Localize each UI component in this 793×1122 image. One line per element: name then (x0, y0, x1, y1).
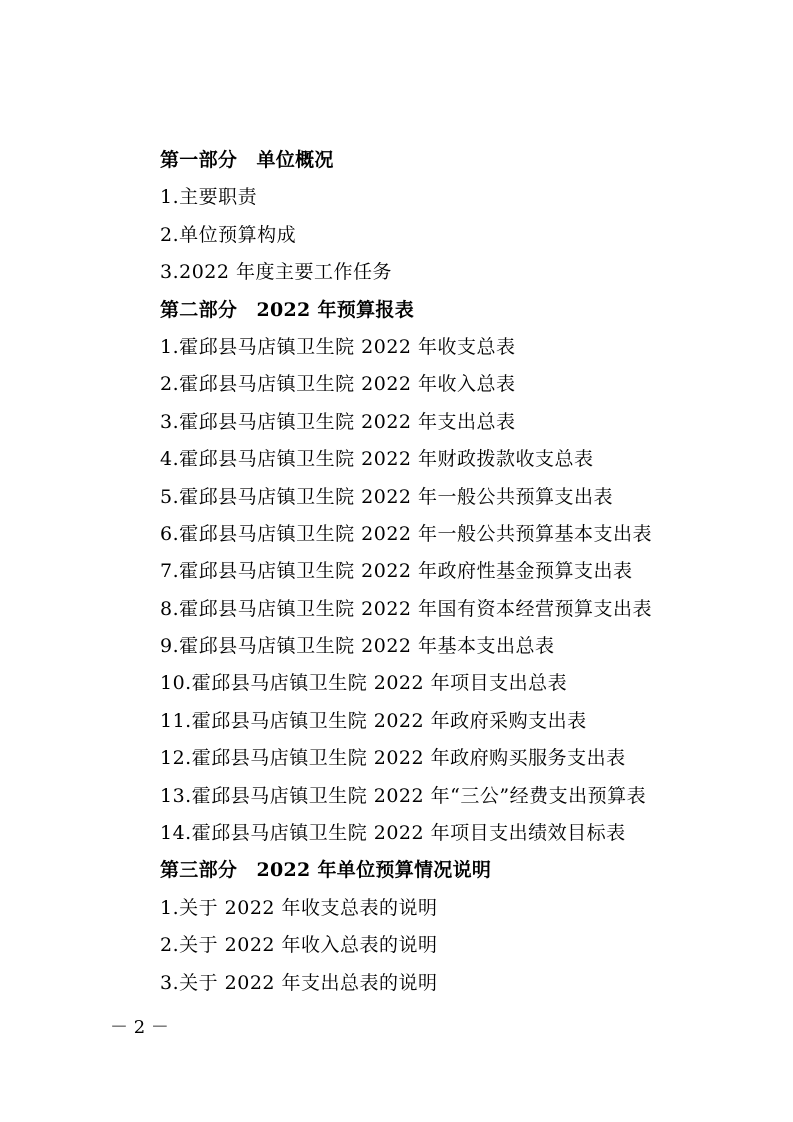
toc-item: 1.关于 2022 年收支总表的说明 (160, 896, 438, 919)
section-heading-part-3: 第三部分 2022 年单位预算情况说明 (160, 859, 492, 882)
toc-item: 3.2022 年度主要工作任务 (160, 261, 393, 284)
toc-item: 6.霍邱县马店镇卫生院 2022 年一般公共预算基本支出表 (160, 522, 653, 545)
toc-item: 8.霍邱县马店镇卫生院 2022 年国有资本经营预算支出表 (160, 597, 653, 620)
section-heading-part-2: 第二部分 2022 年预算报表 (160, 298, 414, 321)
table-of-contents (160, 142, 760, 1002)
section-heading-part-1: 第一部分 单位概况 (160, 149, 334, 171)
toc-item: 1.霍邱县马店镇卫生院 2022 年收支总表 (160, 335, 516, 358)
toc-item: 2.关于 2022 年收入总表的说明 (160, 934, 438, 957)
toc-item: 1.主要职责 (160, 186, 258, 209)
toc-item: 9.霍邱县马店镇卫生院 2022 年基本支出总表 (160, 635, 555, 658)
toc-item: 5.霍邱县马店镇卫生院 2022 年一般公共预算支出表 (160, 485, 614, 508)
toc-item: 3.关于 2022 年支出总表的说明 (160, 971, 438, 994)
toc-item: 10.霍邱县马店镇卫生院 2022 年项目支出总表 (160, 672, 568, 695)
toc-item: 3.霍邱县马店镇卫生院 2022 年支出总表 (160, 410, 516, 433)
toc-item: 14.霍邱县马店镇卫生院 2022 年项目支出绩效目标表 (160, 822, 626, 845)
toc-item: 7.霍邱县马店镇卫生院 2022 年政府性基金预算支出表 (160, 560, 633, 583)
toc-item: 2.霍邱县马店镇卫生院 2022 年收入总表 (160, 373, 516, 396)
toc-item: 4.霍邱县马店镇卫生院 2022 年财政拨款收支总表 (160, 448, 594, 471)
toc-item: 11.霍邱县马店镇卫生院 2022 年政府采购支出表 (160, 709, 587, 732)
toc-item: 12.霍邱县马店镇卫生院 2022 年政府购买服务支出表 (160, 747, 626, 770)
toc-item: 2.单位预算构成 (160, 223, 297, 246)
page-number: － 2 － (110, 1017, 169, 1038)
toc-item: 13.霍邱县马店镇卫生院 2022 年“三公”经费支出预算表 (160, 784, 647, 807)
